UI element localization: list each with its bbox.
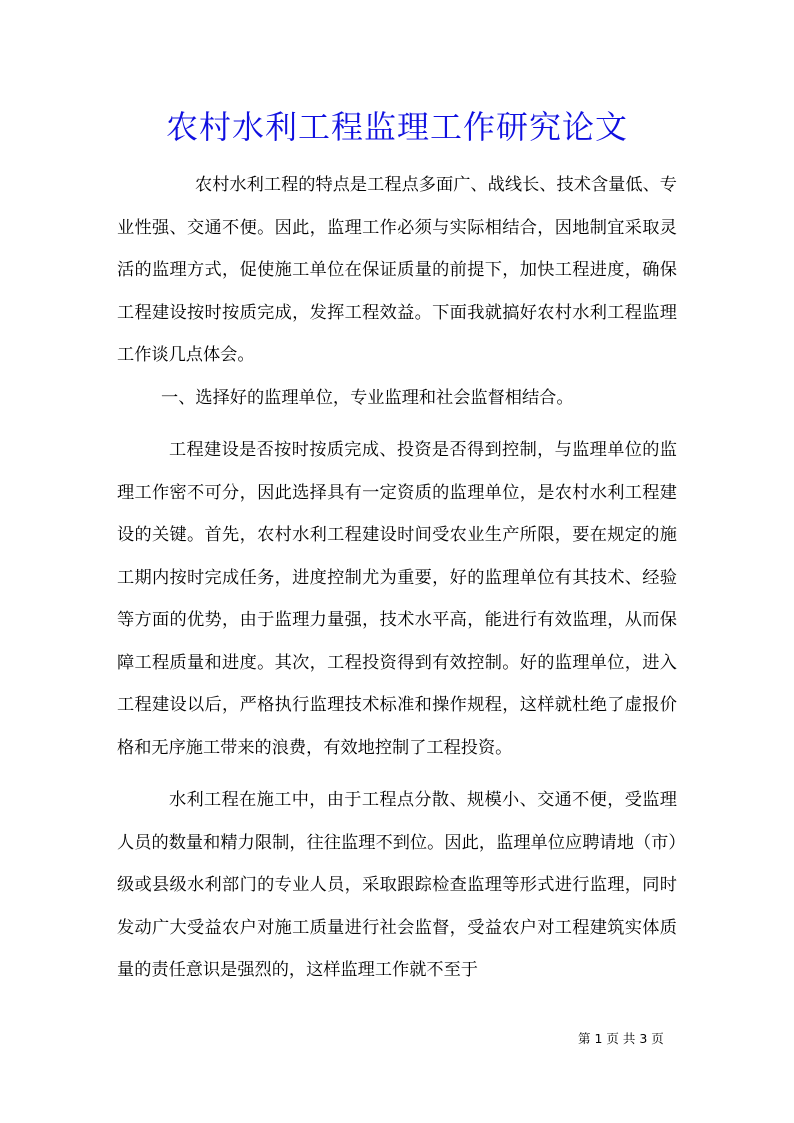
page-number-footer: 第 1 页 共 3 页 bbox=[578, 1031, 664, 1046]
section-heading-1: 一、选择好的监理单位，专业监理和社会监督相结合。 bbox=[161, 387, 574, 408]
paragraph-spacer bbox=[117, 769, 677, 779]
paragraph-spacer bbox=[117, 419, 677, 429]
paragraph-selection: 工程建设是否按时按质完成、投资是否得到控制，与监理单位的监理工作密不可分，因此选择具有一定资质的监理单位，是农村水利工程建设的关键。首先，农村水利工程建设时间受农业生产所限，要在规定的施工期内按时完成任务，进度控制尤为重要，好的监理单位有其技术、经验等方面的优势，由于监理力量强，技术水平高，能进行有效监理，从而保障工程质量和进度。其次，工程投资得到有效控制。好的监理单位，进入工程建设以后，严格执行监理技术标准和操作规程，这样就杜绝了虚报价格和无序施工带来的浪费，有效地控制了工程投资。 bbox=[117, 440, 677, 758]
paragraph-intro: 农村水利工程的特点是工程点多面广、战线长、技术含量低、专业性强、交通不便。因此，监理工作必须与实际相结合，因地制宜采取灵活的监理方式，促使施工单位在保证质量的前提下，加快工程进度，确保工程建设按时按质完成，发挥工程效益。下面我就搞好农村水利工程监理工作谈几点体会。 bbox=[117, 175, 677, 365]
document-title: 农村水利工程监理工作研究论文 bbox=[165, 108, 628, 146]
document-body bbox=[117, 164, 677, 992]
paragraph-supervision: 水利工程在施工中，由于工程点分散、规模小、交通不便，受监理人员的数量和精力限制，往往监理不到位。因此，监理单位应聘请地（市）级或县级水利部门的专业人员，采取跟踪检查监理等形式进行监理，同时发动广大受益农户对施工质量进行社会监督，受益农户对工程建筑实体质量的责任意识是强烈的，这样监理工作就不至于 bbox=[117, 790, 677, 980]
